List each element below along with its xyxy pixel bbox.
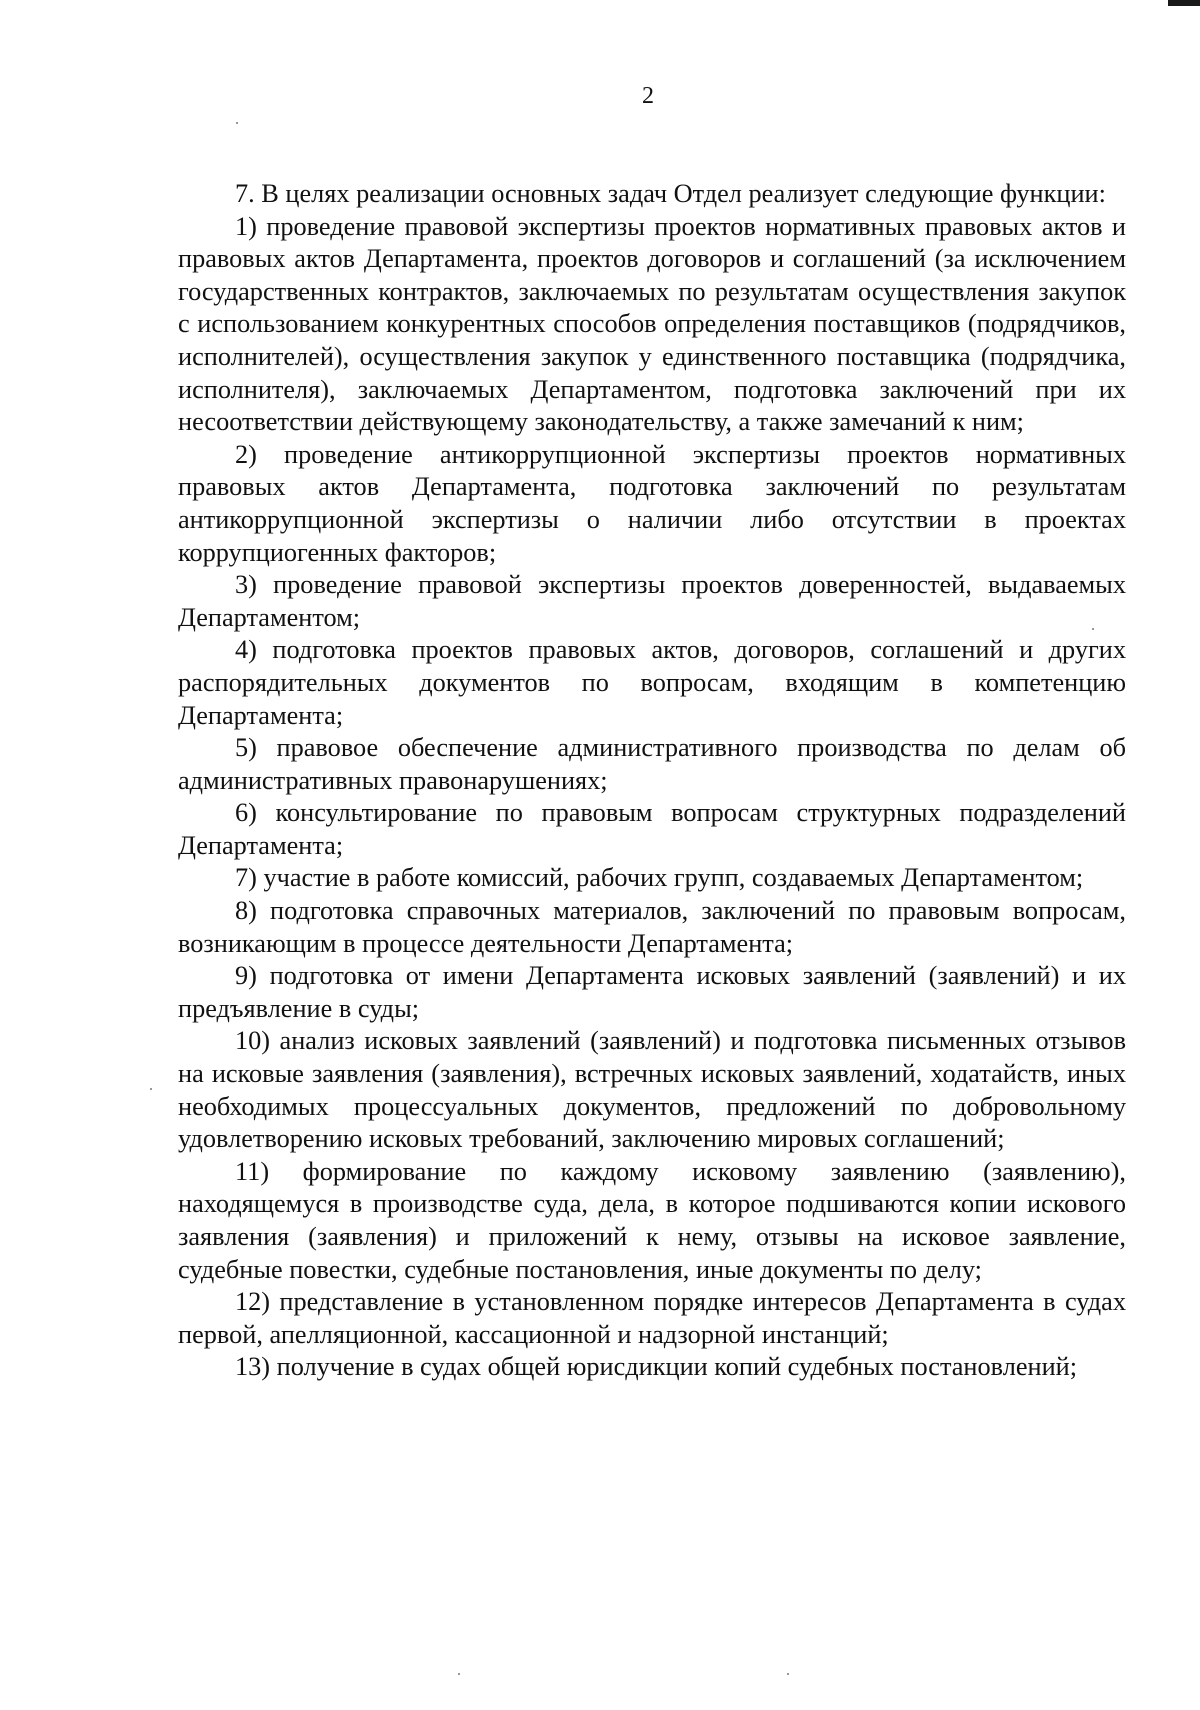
list-item-7: 7) участие в работе комиссий, рабочих групп, создаваемых Департаментом; — [235, 863, 1084, 893]
document-body — [178, 178, 1126, 1384]
list-item-1: 1) проведение правовой экспертизы проектов нормативных правовых актов и правовых актов Департамента, проектов договоров и соглашений (за исключением государственных контрактов, заключаемых по результатам осуществления закупок с использованием конкурентных способов определения поставщиков (подрядчиков, исполнителей), осуществления закупок у единственного поставщика (подрядчика, исполнителя), заключаемых Департаментом, подготовка заключений при их несоответствии действующему законодательству, а также замечаний к ним; — [178, 211, 1126, 437]
scan-speck — [458, 1673, 460, 1675]
list-item-5: 5) правовое обеспечение административного производства по делам об административных правонарушениях; — [178, 733, 1126, 795]
list-item-11: 11) формирование по каждому исковому заявлению (заявлению), находящемуся в производстве суда, дела, в которое подшиваются копии искового заявления (заявления) и приложений к нему, отзывы на исковое заявление, судебные повестки, судебные постановления, иные документы по делу; — [178, 1156, 1126, 1284]
list-item-3: 3) проведение правовой экспертизы проектов доверенностей, выдаваемых Департаментом; — [178, 570, 1126, 632]
page-number — [48, 80, 1200, 112]
list-item-9: 9) подготовка от имени Департамента исковых заявлений (заявлений) и их предъявление в суды; — [178, 961, 1126, 1023]
list-item-13: 13) получение в судах общей юрисдикции копий судебных постановлений; — [235, 1352, 1078, 1382]
paragraph-intro: 7. В целях реализации основных задач Отдел реализует следующие функции: — [235, 179, 1106, 208]
list-item-8: 8) подготовка справочных материалов, заключений по правовым вопросам, возникающим в процессе деятельности Департамента; — [178, 896, 1126, 958]
list-item-10: 10) анализ исковых заявлений (заявлений) и подготовка письменных отзывов на исковые заявления (заявления), встречных исковых заявлений, ходатайств, иных необходимых процессуальных документов, предложений по добровольному удовлетворению исковых требований, заключению мировых соглашений; — [178, 1026, 1126, 1154]
scan-edge-mark — [1168, 0, 1200, 6]
scan-speck — [787, 1673, 789, 1675]
list-item-12: 12) представление в установленном порядке интересов Департамента в судах первой, апелляционной, кассационной и надзорной инстанций; — [178, 1287, 1126, 1349]
list-item-2: 2) проведение антикоррупционной экспертизы проектов нормативных правовых актов Департамента, подготовка заключений по результатам антикоррупционной экспертизы о наличии либо отсутствии в проектах коррупциогенных факторов; — [178, 439, 1126, 567]
scan-speck — [1092, 628, 1094, 630]
scan-speck — [150, 1088, 152, 1090]
list-item-4: 4) подготовка проектов правовых актов, договоров, соглашений и других распорядительных документов по вопросам, входящим в компетенцию Департамента; — [178, 635, 1126, 730]
scan-speck — [236, 122, 238, 124]
page-number-text: 2 — [642, 83, 654, 109]
list-item-6: 6) консультирование по правовым вопросам структурных подразделений Департамента; — [178, 798, 1126, 860]
